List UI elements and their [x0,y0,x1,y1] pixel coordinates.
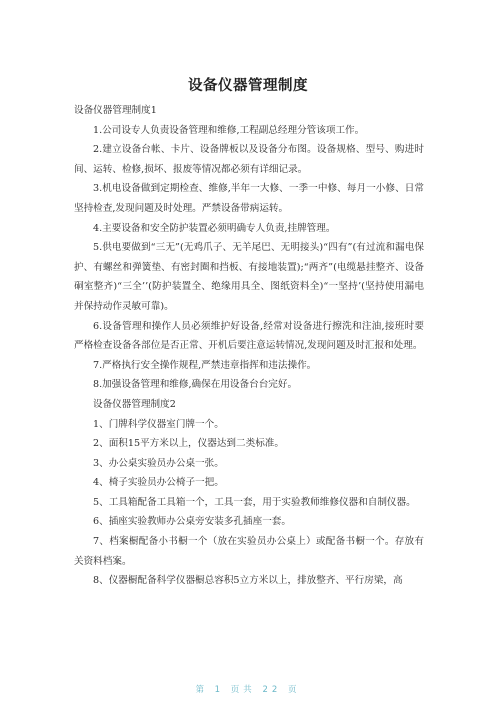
paragraph: 6.设备管理和操作人员必须维护好设备,经常对设备进行擦洗和注油,接班时要严格检查设备各部位是否正常、开机后要注意运转情况,发现问题及时汇报和处理。 [74,320,424,352]
paragraph: 3、办公桌实验员办公桌一张。 [93,457,224,469]
section-heading: 设备仪器管理制度1 [74,105,157,116]
paragraph: 6、插座实验教师办公桌旁安装多孔插座一套。 [93,516,291,528]
paragraph: 4.主要设备和安全防护装置必须明确专人负责,挂牌管理。 [93,222,336,234]
paragraph: 5.供电要做到“三无”(无鸡爪子、无羊尾巴、无明接头)“四有”(有过流和漏电保护、有螺丝和弹簧垫、有密封圈和挡板、有接地装置);“两齐”(电缆悬挂整齐、设备硐室整齐)“三全’’(防护装置全、绝缘用具全、图纸资料全)“一坚持’(坚持使用漏电并保持动作灵敏可靠)。 [74,242,424,312]
section-heading: 设备仪器管理制度2 [93,398,176,410]
paragraph: 2、面积15平方米以上，仪器达到二类标准。 [93,438,284,450]
paragraph: 4、椅子实验员办公椅子一把。 [93,477,224,489]
paragraph: 5、工具箱配备工具箱一个，工具一套，用于实验教师维修仪器和自制仪器。 [93,496,416,508]
paragraph: 3.机电设备做到定期检查、维修,半年一大修、一季一中修、每月一小修、日常坚持检查,发现问题及时处理。严禁设备带病运转。 [74,183,424,214]
document-title: 设备仪器管理制度 [188,78,308,94]
document-body [74,101,424,591]
paragraph: 2.建立设备台帐、卡片、设备牌板以及设备分布图。设备规格、型号、购进时间、运转、检修,损坏、报废等情况都必须有详细记录。 [74,144,424,175]
paragraph: 7、档案橱配备小书橱一个（放在实验员办公桌上）或配备书橱一个。存放有关资料档案。 [74,536,424,567]
page-number-footer: 第 1 页共 22 页 [195,685,301,695]
paragraph: 1.公司设专人负责设备管理和维修,工程副总经理分管该项工作。 [93,124,365,136]
paragraph: 8.加强设备管理和维修,确保在用设备台台完好。 [93,379,298,391]
paragraph: 1、门牌科学仪器室门牌一个。 [93,418,224,430]
paragraph: 8、仪器橱配备科学仪器橱总容积5立方米以上，排放整齐、平行房梁，高 [93,575,403,587]
paragraph: 7.严格执行安全操作规程,严禁违章指挥和违法操作。 [93,359,317,371]
